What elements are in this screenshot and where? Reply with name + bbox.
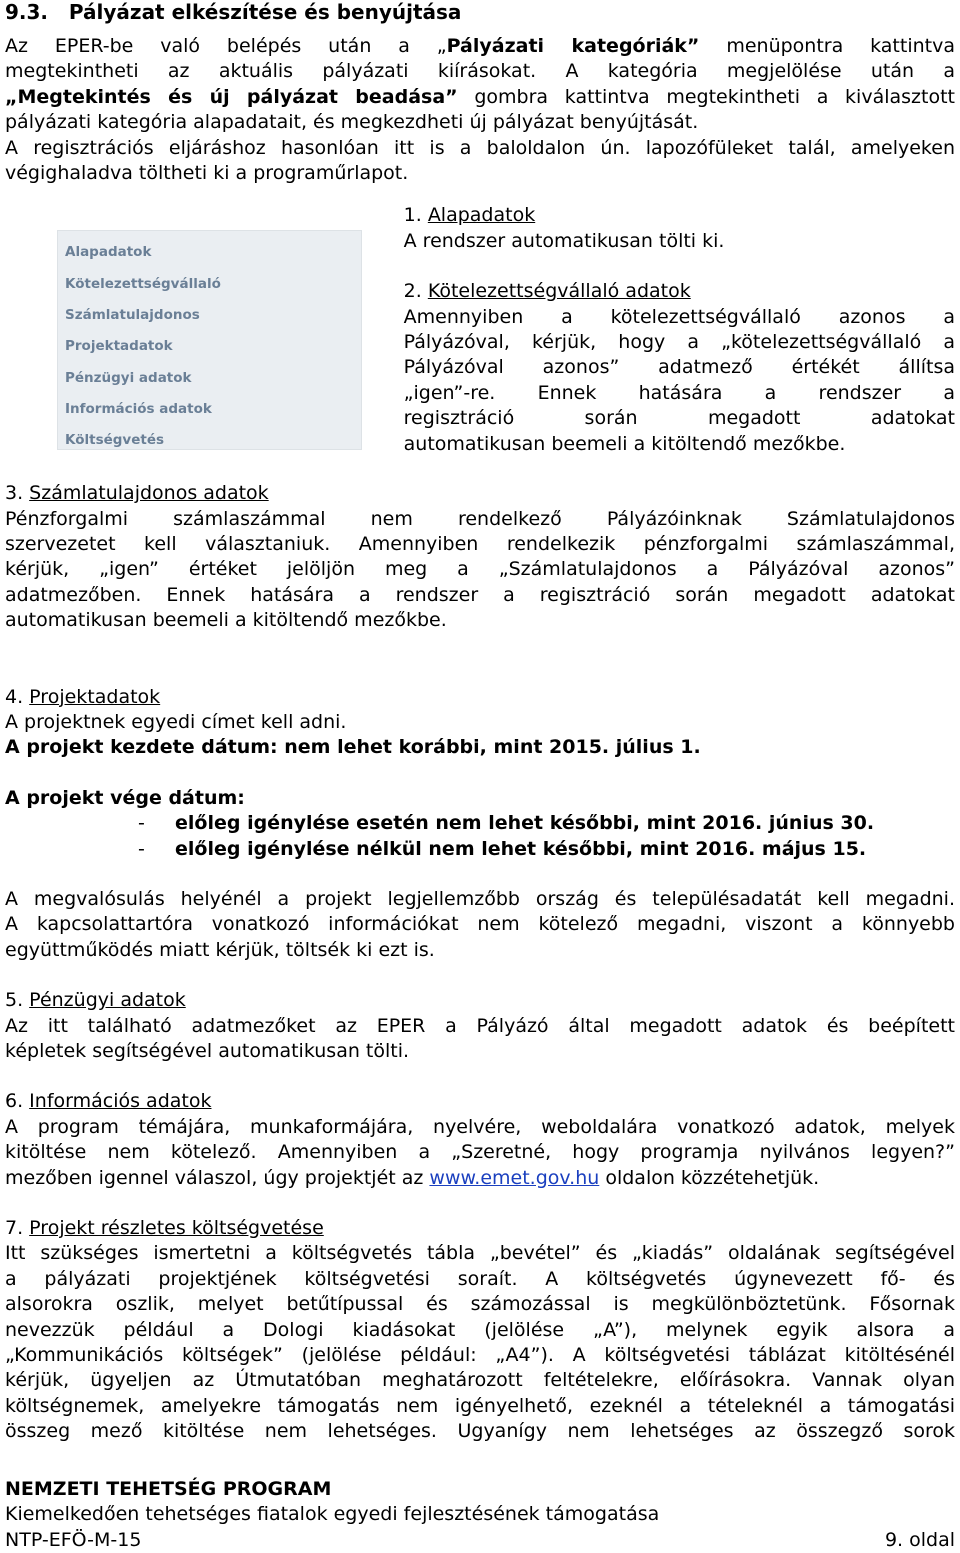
project-start-date-rule <box>5 735 955 760</box>
text: menüpontra kattintva <box>699 35 955 57</box>
bold-text: A projekt vége dátum: <box>5 786 245 809</box>
section-7-line: kérjük, ügyeljen az Útmutatóban meghatározott feltételekre, előírásokra. Vannak olyan <box>5 1369 955 1392</box>
section-4-title <box>5 685 955 710</box>
section-3-line: adatmezőben. Ennek hatására a rendszer a regisztráció során megadott adatokat <box>5 583 955 606</box>
section-3-line: automatikusan beemeli a kitöltendő mezőkbe. <box>5 609 447 632</box>
section-6-line <box>5 1166 955 1191</box>
section-7-line: alsorokra oszlik, melyet betűtípussal és számozással is megkülönböztetünk. Fősornak <box>5 1293 955 1316</box>
bold-text: előleg igénylése esetén nem lehet későbbi, mint 2016. június 30. <box>175 812 875 835</box>
section-2-line: Pályázóval, kérjük, hogy a „kötelezettségvállaló a <box>403 331 955 354</box>
section-5-title <box>5 988 955 1013</box>
section-3-title <box>5 481 955 506</box>
section-7-line: nevezzük például a Dologi kiadásokat (jelölése „A”), melynek egyik alsora a <box>5 1318 955 1341</box>
tabs-and-sections <box>5 203 955 457</box>
sidebar-item-koltsegvetes[interactable]: Költségvetés <box>65 432 165 449</box>
spacer <box>5 761 955 786</box>
page-number: 9. oldal <box>884 1528 955 1551</box>
sidebar-item-penzugyi-adatok[interactable]: Pénzügyi adatok <box>65 369 192 386</box>
section-5-line: Az itt található adatmezőket az EPER a Pályázó által megadott adatok és beépített <box>5 1014 955 1037</box>
section-7-line: Itt szükséges ismertetni a költségvetés tábla „bevétel” és „kiadás” oldalának segítségével <box>5 1242 955 1265</box>
intro-line <box>5 85 955 110</box>
bold-text: „Megtekintés és új pályázat beadása” <box>5 85 458 108</box>
emet-website-link[interactable]: www.emet.gov.hu <box>429 1166 600 1189</box>
sidebar-tabs-panel <box>57 230 362 450</box>
section-7 <box>5 1216 955 1445</box>
section-4-line: együttműködés miatt kérjük, töltsék ki ezt is. <box>5 938 435 961</box>
section-5-line: képletek segítségével automatikusan tölti. <box>5 1040 410 1062</box>
section-3-line: szervezetet kell választaniuk. Amennyiben rendelkezik pénzforgalmi számlaszámmal, <box>5 532 955 555</box>
section-5 <box>5 988 955 1064</box>
section-7-line: a pályázati projektjének költségvetési soraít. A költségvetés úgynevezett fő- és <box>5 1267 955 1290</box>
intro-line <box>5 34 955 59</box>
section-title: Projektadatok <box>29 685 161 708</box>
sidebar-item-kotelezettsegvallalo[interactable]: Kötelezettségvállaló <box>65 275 221 292</box>
bold-text: előleg igénylése nélkül nem lehet későbbi, mint 2016. május 15. <box>175 837 867 860</box>
section-title: Számlatulajdonos adatok <box>29 482 269 505</box>
section-2-title <box>404 279 955 304</box>
section-title: Projekt részletes költségvetése <box>29 1217 324 1240</box>
footer-code: NTP-EFÖ-M-15 <box>5 1528 142 1551</box>
spacer <box>5 862 955 887</box>
section-number: 2. <box>403 280 428 303</box>
sidebar-item-informacios-adatok[interactable]: Információs adatok <box>65 400 212 417</box>
section-4-line: A kapcsolattartóra vonatkozó információkat nem kötelező megadni, viszont a könnyebb <box>5 913 955 936</box>
text: gombra kattintva megtekintheti a kiválasztott <box>457 85 955 108</box>
section-2-line: automatikusan beemeli a kitöltendő mezőkbe. <box>403 432 846 455</box>
section-4-text: A projektnek egyedi címet kell adni. <box>5 710 347 733</box>
section-number: 1. <box>403 204 428 227</box>
section-title: Információs adatok <box>29 1090 212 1113</box>
document-page <box>5 0 955 1445</box>
section-2-line: Amennyiben a kötelezettségvállaló azonos a <box>403 305 955 328</box>
sidebar-item-projektadatok[interactable]: Projektadatok <box>65 338 173 355</box>
section-4 <box>5 685 955 964</box>
intro-paragraph <box>5 34 955 186</box>
bold-text: A projekt kezdete dátum: nem lehet korábbi, mint 2015. július 1. <box>5 736 701 759</box>
right-column <box>404 203 955 457</box>
section-2-line: „igen”-re. Ennek hatására a rendszer a <box>403 381 955 404</box>
sidebar-item-szamlatulajdonos[interactable]: Számlatulajdonos <box>65 307 200 324</box>
spacer <box>404 254 955 279</box>
intro-line: A regisztrációs eljáráshoz hasonlóan itt is a baloldalon ún. lapozófüleket talál, amelyeken <box>5 136 955 159</box>
section-6-line: kitöltése nem kötelező. Amennyiben a „Szeretné, hogy programja nyilvános legyen?” <box>5 1141 955 1164</box>
section-6-title <box>5 1089 955 1114</box>
dash-bullet: - <box>138 837 145 860</box>
section-number: 4. <box>5 685 30 708</box>
section-title: Alapadatok <box>427 204 536 227</box>
section-7-line: „Kommunikációs költségek” (jelölése például: „A4”). A költségvetési táblázat kitöltésénél <box>5 1344 955 1367</box>
section-4-line: A megvalósulás helyénél a projekt legjellemzőbb ország és településadatát kell megadni. <box>5 887 955 910</box>
section-7-title <box>5 1216 955 1241</box>
section-3 <box>5 481 955 633</box>
section-7-line: összeg mező kitöltése nem lehetséges. Ugyanígy nem lehetséges az összegző sorok <box>5 1420 955 1443</box>
text: mezőben igennel válaszol, úgy projektjét az <box>5 1166 430 1189</box>
section-7-line: költségnemek, amelyekre támogatás nem igényelhető, ezeknél a tételeknél a támogatási <box>5 1394 955 1417</box>
bold-text: Pályázati kategóriák” <box>446 35 700 57</box>
section-title: Pénzügyi adatok <box>29 989 186 1012</box>
section-1-text: A rendszer automatikusan tölti ki. <box>403 229 725 252</box>
footer-program <box>5 1477 955 1502</box>
section-number: 5. <box>5 989 30 1012</box>
dash-bullet: - <box>138 812 145 835</box>
section-heading: 9.3. Pályázat elkészítése és benyújtása <box>5 0 462 24</box>
text: oldalon közzétehetjük. <box>599 1166 820 1189</box>
section-3-line: Pénzforgalmi számlaszámmal nem rendelkező Pályázóinknak Számlatulajdonos <box>5 507 955 530</box>
end-date-item <box>138 837 955 862</box>
page-footer <box>5 1477 955 1553</box>
section-1-title <box>404 203 955 228</box>
section-2-line: regisztráció során megadott adatokat <box>403 407 955 430</box>
intro-line: végighaladva töltheti ki a programűrlapot. <box>5 162 409 185</box>
bold-text: NEMZETI TEHETSÉG PROGRAM <box>5 1478 332 1500</box>
section-3-line: kérjük, „igen” értéket jelöljön meg a „Számlatulajdonos a Pályázóval azonos” <box>5 558 955 581</box>
project-end-date-heading <box>5 786 955 811</box>
intro-line: megtekintheti az aktuális pályázati kiírásokat. A kategória megjelölése után a <box>5 60 955 83</box>
end-date-item <box>138 811 955 836</box>
intro-line: pályázati kategória alapadatait, és megkezdheti új pályázat benyújtását. <box>5 111 699 134</box>
section-2-line: Pályázóval azonos” adatmező értékét állítsa <box>403 356 955 379</box>
section-6-line: A program témájára, munkaformájára, nyelvére, weboldalára vonatkozó adatok, melyek <box>5 1115 955 1138</box>
footer-bottom-row <box>5 1528 955 1553</box>
sidebar-item-alapadatok[interactable]: Alapadatok <box>65 244 152 261</box>
footer-subtitle: Kiemelkedően tehetséges fiatalok egyedi fejlesztésének támogatása <box>5 1503 660 1526</box>
section-number: 6. <box>5 1090 30 1113</box>
section-number: 3. <box>5 482 30 505</box>
section-title: Kötelezettségvállaló adatok <box>427 280 691 303</box>
section-6 <box>5 1089 955 1191</box>
text: Az EPER-be való belépés után a „ <box>5 35 447 57</box>
section-number: 7. <box>5 1217 30 1240</box>
